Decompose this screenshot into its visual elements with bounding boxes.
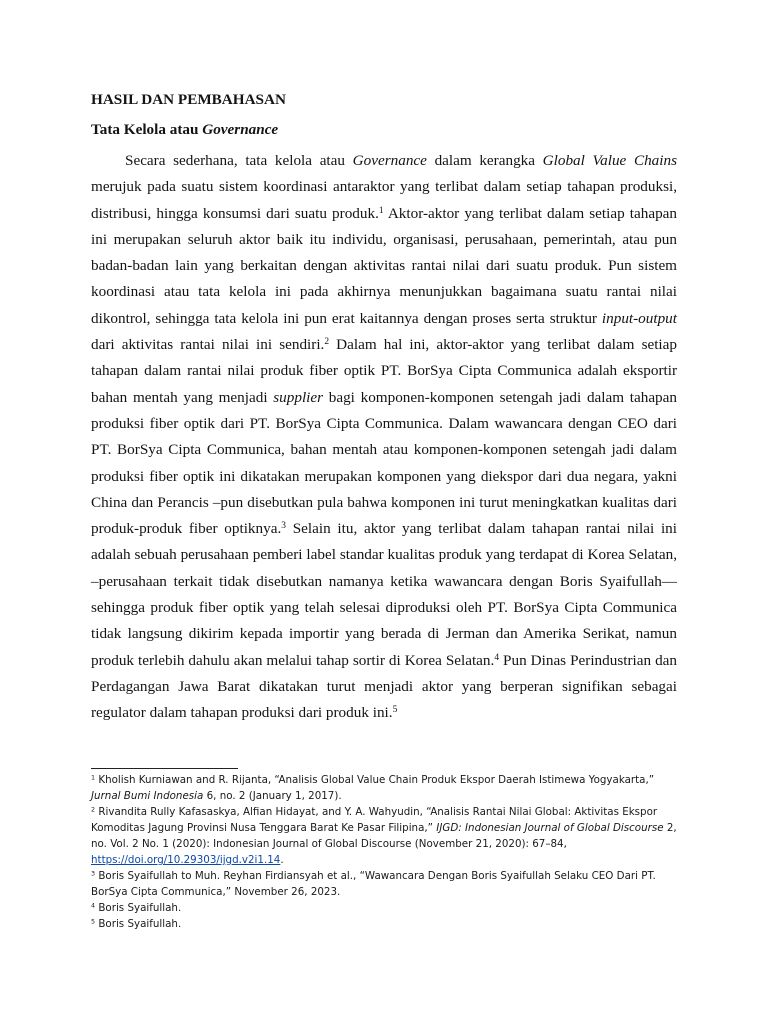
para-italic-term: Global Value Chains [542,152,677,169]
section-heading: HASIL DAN PEMBAHASAN [91,91,286,108]
subsection-heading-italic: Governance [202,121,279,138]
footnote-ref[interactable]: 5 [392,705,398,716]
footnote-text: Boris Syaifullah to Muh. Reyhan Firdiansyah et al., “Wawancara Dengan Boris Syaifullah Selaku CEO Dari PT. BorSya Cipta Communica,” November 26, 2023. [91,870,656,898]
footnote-text: Kholish Kurniawan and R. Rijanta, “Analisis Global Value Chain Produk Ekspor Daerah Istimewa Yogyakarta,” [98,774,655,786]
footnote-number: 5 [91,917,96,926]
para-italic-term: Governance [352,152,427,169]
footnote-text: Rivandita Rully Kafasaskya, Alfian Hidayat, and Y. A. Wahyudin, “Analisis Rantai Nilai Global: Aktivitas Ekspor Komoditas Jagung Provinsi Nusa Tenggara Barat Ke Pasar Filipina,” [91,806,658,834]
subsection-heading [91,120,677,140]
footnote-number: 3 [91,869,96,878]
footnote-journal: IJGD: Indonesian Journal of Global Discourse [436,822,664,834]
footnote-text: 6, no. 2 (January 1, 2017). [203,790,342,802]
footnote-journal: Jurnal Bumi Indonesia [91,790,204,802]
footnote-ref[interactable]: 2 [324,336,330,347]
footnote-ref[interactable]: 4 [494,652,500,663]
footnote-number: 1 [91,773,96,782]
para-text: Aktor-aktor yang terlibat dalam setiap tahapan ini merupakan seluruh aktor baik itu individu, organisasi, perusahaan, pemerintah, atau pun badan-badan lain yang berkaitan dengan aktivitas rantai nilai dari suatu produk. Pun sistem koordinasi atau tata kelola ini pada akhirnya menunjukkan bagaimana suatu rantai nilai dikontrol, sehingga tata kelola ini pun erat kaitannya dengan proses serta struktur [91,204,677,327]
footnote-2 [91,804,677,868]
body-text [91,90,677,727]
footnote-number: 2 [91,805,96,814]
footnote-1 [91,772,677,804]
footnote-4 [91,900,677,916]
doi-link[interactable]: https://doi.org/10.29303/ijgd.v2i1.14 [91,854,281,866]
para-text: Secara sederhana, tata kelola atau [125,152,353,169]
para-text: bagi komponen-komponen setengah jadi dalam tahapan produksi fiber optik dari PT. BorSya Cipta Communica. Dalam wawancara dengan CEO dari PT. BorSya Cipta Communica, bahan mentah atau komponen-komponen setengah jadi dalam produksi fiber optik ini dikatakan merupakan komponen yang diekspor dari dua negara, yakni China dan Perancis –pun disebutkan pula bahwa komponen ini turut meningkatkan kualitas dari produk-produk fiber optiknya. [91,388,677,538]
footnote-ref[interactable]: 3 [281,520,286,531]
footnote-text: Boris Syaifullah. [98,918,182,930]
footnote-separator [91,768,238,769]
footnote-5 [91,916,677,932]
subsection-heading-text: Tata Kelola atau [91,121,203,138]
body-paragraph [91,148,677,727]
para-italic-term: supplier [273,388,324,406]
footnote-3 [91,868,677,900]
para-text: dari aktivitas rantai nilai ini sendiri. [91,336,325,354]
para-italic-term: input-output [601,309,677,327]
para-text: Dalam hal ini, aktor-aktor yang terlibat dalam setiap tahapan dalam rantai nilai produk fiber optik PT. BorSya Cipta Communica adalah eksportir bahan mentah yang menjadi [91,336,677,406]
footnote-text: Boris Syaifullah. [98,902,182,914]
para-text: dalam kerangka [426,152,543,169]
footnote-number: 4 [91,901,96,910]
para-text: merujuk pada suatu sistem koordinasi antaraktor yang terlibat dalam setiap tahapan produksi, distribusi, hingga konsumsi dari suatu produk. [91,178,677,222]
footnotes [91,772,677,932]
footnote-text: 2, no. Vol. 2 No. 1 (2020): Indonesian Journal of Global Discourse (November 21, 2020): 67–84, [91,822,677,850]
para-text: Pun Dinas Perindustrian dan Perdagangan Jawa Barat dikatakan turut menjadi aktor yang berperan signifikan sebagai regulator dalam tahapan produksi dari produk ini. [91,651,678,722]
para-text: Selain itu, aktor yang terlibat dalam tahapan rantai nilai ini adalah sebuah perusahaan pemberi label standar kualitas produk yang terdapat di Korea Selatan, –perusahaan terkait tidak disebutkan namanya ketika wawancara dengan Boris Syaifullah— sehingga produk fiber optik yang telah selesai diproduksi oleh PT. BorSya Cipta Communica tidak langsung dikirim kepada importir yang berada di Jerman dan Amerika Serikat, namun produk terlebih dahulu akan melalui tahap sortir di Korea Selatan. [91,520,677,669]
footnote-text: . [280,854,284,866]
footnote-ref[interactable]: 1 [378,205,384,216]
